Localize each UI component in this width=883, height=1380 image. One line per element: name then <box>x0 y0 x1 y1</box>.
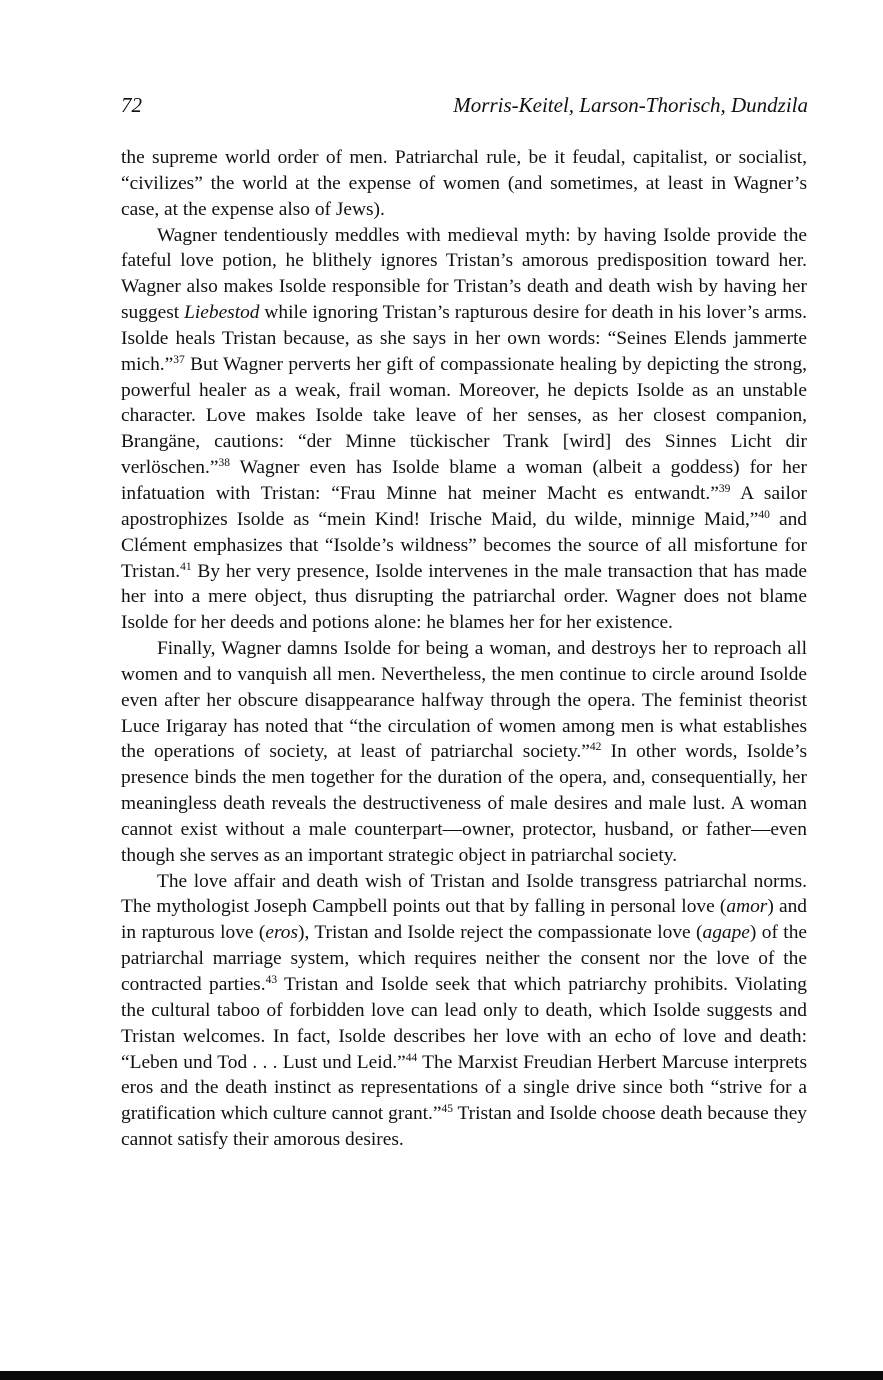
footnote-ref: 41 <box>180 560 192 573</box>
text-run: In other words, Isolde’s presence binds the men together for the duration of the opera, and, consequentially, her meaningless death reveals the destructiveness of male desires and male lust. A woman cannot exist without a male counterpart—owner, protector, husband, or father—even though she serves as an important strategic object in patriarchal society. <box>121 741 808 866</box>
footnote-ref: 38 <box>218 457 230 470</box>
footnote-ref: 39 <box>718 482 731 495</box>
text-run: the supreme world order of men. Patriarchal rule, be it feudal, capitalist, or socialist, “civilizes” the world at the expense of women (and sometimes, at least in Wagner’s case, at the expense also of Jews). <box>121 147 807 220</box>
page-number: 72 <box>121 93 142 117</box>
text-run: and Clément emphasizes that “Isolde’s wildness” becomes the source of all misfortune for Tristan. <box>121 508 807 582</box>
paragraph <box>121 145 807 223</box>
text-run: while ignoring Tristan’s rapturous desire for death in his lover’s arms. Isolde heals Tristan because, as she says in her own words: “Seines Elends jammerte mich.” <box>121 302 807 375</box>
paragraph <box>121 636 807 869</box>
text-run: The love affair and death wish of Tristan and Isolde transgress patriarchal norms. The mythologist Joseph Campbell points out that by falling in personal love ( <box>121 870 807 918</box>
footnote-ref: 40 <box>758 508 770 521</box>
page-header <box>121 89 808 121</box>
body-text <box>121 145 807 1153</box>
text-run: Wagner even has Isolde blame a woman (albeit a goddess) for her infatuation with Tristan: “Frau Minne hat meiner Macht es entwandt.” <box>121 457 807 504</box>
italic-term: Liebestod <box>184 302 260 324</box>
italic-term: agape <box>702 922 750 944</box>
text-run: Wagner tendentiously meddles with medieval myth: by having Isolde provide the fateful love potion, he blithely ignores Tristan’s amorous predisposition toward her. Wagner also makes Isolde responsible for Tristan’s death and death wish by having her suggest <box>121 224 807 324</box>
text-run: Tristan and Isolde seek that which patriarchy prohibits. Violating the cultural taboo of forbidden love can lead only to death, which Isolde suggests and Tristan welcomes. In fact, Isolde describes her love with an echo of love and death: “Leben und Tod . . . Lust und Leid.” <box>121 974 807 1073</box>
text-run: ) and in rapturous love ( <box>121 896 807 944</box>
italic-term: amor <box>726 896 768 918</box>
paragraph <box>121 869 807 1153</box>
text-run: ) of the patriarchal marriage system, which requires neither the consent nor the love of the contracted parties. <box>121 922 807 995</box>
text-run: The Marxist Freudian Herbert Marcuse interprets eros and the death instinct as representations of a single drive since both “strive for a gratification which culture cannot grant.” <box>121 1051 807 1125</box>
footnote-ref: 42 <box>589 741 602 754</box>
footnote-ref: 43 <box>265 974 278 986</box>
paragraph <box>121 223 807 637</box>
text-run: Tristan and Isolde choose death because they cannot satisfy their amorous desires. <box>121 1103 807 1151</box>
text-run: By her very presence, Isolde intervenes in the male transaction that has made her into a mere object, thus disrupting the patriarchal order. Wagner does not blame Isolde for her deeds and potions alone: he blames her for her existence. <box>121 560 807 634</box>
text-run: But Wagner perverts her gift of compassionate healing by depicting the strong, powerful healer as a weak, frail woman. Moreover, he depicts Isolde as an unstable character. Love makes Isolde take leave of her senses, as her closest companion, Brangäne, cautions: “der Minne tückischer Trank [wird] des Sinnes Licht dir verlöschen.” <box>121 353 807 479</box>
footnote-ref: 37 <box>173 353 185 366</box>
footnote-ref: 44 <box>405 1051 418 1064</box>
scan-bottom-edge <box>0 1371 883 1380</box>
text-run: A sailor apostrophizes Isolde as “mein Kind! Irische Maid, du wilde, minnige Maid,” <box>121 482 808 530</box>
text-run: ), Tristan and Isolde reject the compassionate love ( <box>298 922 703 944</box>
text-run: Finally, Wagner damns Isolde for being a woman, and destroys her to reproach all women and to vanquish all men. Nevertheless, the men continue to circle around Isolde even after her obscure disappearance halfway through the opera. The feminist theorist Luce Irigaray has noted that “the circulation of women among men is what establishes the operations of society, at least of patriarchal society.” <box>121 638 807 763</box>
italic-term: eros <box>265 922 299 944</box>
footnote-ref: 45 <box>441 1103 453 1116</box>
running-head: Morris-Keitel, Larson-Thorisch, Dundzila <box>453 93 808 117</box>
